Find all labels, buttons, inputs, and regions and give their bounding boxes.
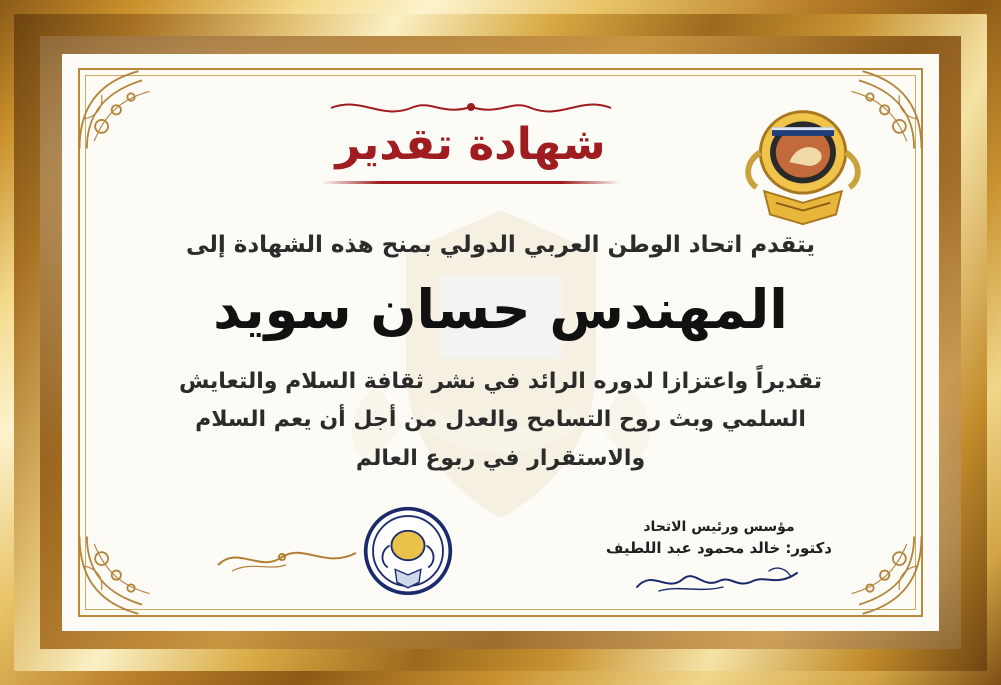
signature-block bbox=[569, 519, 869, 597]
citation-line: السلمي وبث روح التسامح والعدل من أجل أن يعم السلام bbox=[195, 407, 806, 433]
recipient-name: المهندس حسان سويد bbox=[213, 278, 788, 341]
handwritten-signature-icon bbox=[569, 563, 869, 597]
organization-crest-emblem-icon bbox=[735, 102, 871, 228]
certificate-gold-border bbox=[14, 14, 987, 671]
title-flourish-icon bbox=[116, 94, 825, 120]
title-rule bbox=[321, 181, 621, 184]
certificate-content bbox=[62, 54, 939, 631]
bottom-flourish-icon bbox=[212, 539, 362, 579]
signature-name: دكتور: خالد محمود عبد اللطيف bbox=[606, 539, 832, 557]
official-round-seal-icon bbox=[362, 505, 454, 597]
title-row bbox=[116, 88, 885, 206]
signature-role: مؤسس ورئيس الاتحاد bbox=[643, 519, 795, 535]
certificate-title: شهادة تقدير bbox=[335, 119, 606, 170]
citation-body bbox=[116, 363, 885, 479]
intro-line: يتقدم اتحاد الوطن العربي الدولي بمنح هذه الشهادة إلى bbox=[185, 232, 816, 258]
citation-line: تقديراً واعتزازا لدوره الرائد في نشر ثقافة السلام والتعايش bbox=[178, 368, 823, 394]
certificate-paper bbox=[62, 54, 939, 631]
certificate-mat bbox=[40, 36, 961, 649]
citation-line: والاستقرار في ربوع العالم bbox=[355, 445, 646, 471]
